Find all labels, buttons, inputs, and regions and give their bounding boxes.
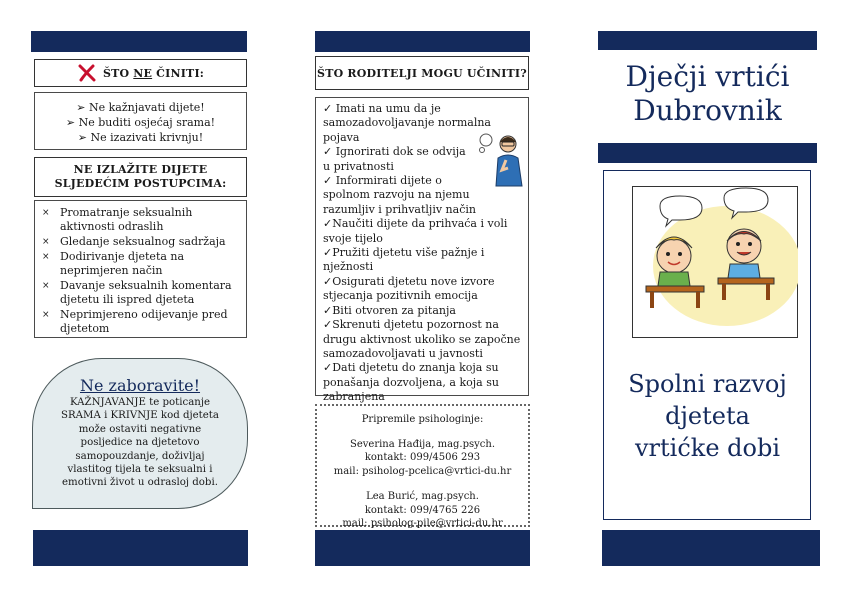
org-name [598,60,817,128]
list-item: ✓Pružiti djetetu više pažnje i nježnosti [323,246,485,274]
expose-list-box [34,200,247,338]
list-item: ✓ Imati na umu da je samozadovoljavanje normalna pojava [323,102,491,144]
parents-title [315,56,529,90]
x-mark-icon [77,64,97,82]
list-item-text: Neprimjereno odijevanje pred djetetom [60,308,228,335]
reminder-title: Ne zaboravite! [79,376,201,395]
list-item [35,250,246,278]
list-item: ✓Osigurati djetetu nove izvore stjecanja pozitivnih emocija [323,274,495,303]
contacts-box [315,404,530,527]
cross-bullet-icon: × [42,237,50,247]
list-item: ➢ Ne buditi osjećaj srama! [65,116,216,129]
list-item-text: Gledanje seksualnog sadržaja [60,235,226,248]
list-item [35,206,246,234]
prepared-by-label: Pripremile psihologinje: [361,414,484,425]
reminder-text: KAŽNJAVANJE te poticanje SRAMA i KRIVNJE kod djeteta može ostaviti negativne posljedice na djetetovo samopouzdanje, doživljaj vlastitog tijela te seksualni i emotivni život u odrasloj dobi. [61,397,219,489]
contact-mail[interactable]: mail: psiholog-pile@vrtici-du.hr [342,518,503,529]
right-middle-bar [598,143,817,163]
list-item: ✓Dati djetetu do znanja koja su ponašanja dozvoljena, a koja su zabranjena [323,361,499,404]
contact-name: Severina Hađija, mag.psych. [349,438,496,450]
reminder-note [32,358,248,509]
org-name-line1: Dječji vrtići [625,60,790,93]
left-top-bar [31,31,247,52]
list-item: ✓Skrenuti djetetu pozornost na drugu aktivnost ukoliko se započne samozadovoljavati u javnosti [323,318,521,360]
cross-bullet-icon: × [42,208,50,218]
cross-bullet-icon: × [42,281,50,291]
list-item: ✓ Informirati dijete o spolnom razvoju na njemu razumljiv i prihvatljiv način [323,174,476,216]
dont-do-title [34,59,247,87]
middle-bottom-bar [315,530,530,566]
list-item-text: Davanje seksualnih komentara djetetu ili ispred djeteta [60,279,232,306]
dont-do-list-box [34,92,247,150]
list-item-text: Dodirivanje djeteta na neprimjeren način [60,250,185,277]
contact-name: Lea Burić, mag.psych. [366,491,479,502]
list-item [35,279,246,307]
children-illustration [632,186,798,338]
contact-mail[interactable]: mail: psiholog-pcelica@vrtici-du.hr [333,465,512,477]
list-item [35,235,246,249]
middle-top-bar [315,31,530,52]
dont-title-prefix: ŠTO [102,66,134,80]
list-item: ➢ Ne kažnjavati dijete! [76,101,205,114]
expose-title [34,157,247,197]
list-item-text: Promatranje seksualnih aktivnosti odraslih [60,206,193,233]
right-top-bar [598,31,817,50]
contact-phone: kontakt: 099/4765 226 [364,504,481,516]
parents-title-text: ŠTO RODITELJI MOGU UČINITI? [317,66,527,80]
leaflet-subtitle [620,368,795,464]
left-bottom-bar [33,530,248,566]
leaflet-subtitle-text: Spolni razvoj djeteta vrtićke dobi [628,370,787,462]
cross-bullet-icon: × [42,310,50,320]
list-item: ✓Naučiti dijete da prihvaća i voli svoje tijelo [323,217,508,245]
cross-bullet-icon: × [42,252,50,262]
thinking-man-icon [478,130,528,188]
list-item: ✓ Ignorirati dok se odvija u privatnosti [323,145,466,173]
right-bottom-bar [602,530,820,566]
list-item: ✓Biti otvoren za pitanja [323,303,456,317]
list-item: ➢ Ne izazivati krivnju! [77,131,204,144]
expose-title-text: NE IZLAŽITE DIJETE SLJEDEĆIM POSTUPCIMA: [54,163,227,190]
dont-title-ne: NE [133,66,153,80]
dont-do-list [35,100,246,145]
list-item [35,308,246,336]
expose-list [35,206,246,336]
dont-title-suffix: ČINITI: [152,66,205,80]
org-name-line2: Dubrovnik [633,94,782,127]
contact-phone: kontakt: 099/4506 293 [364,452,481,463]
